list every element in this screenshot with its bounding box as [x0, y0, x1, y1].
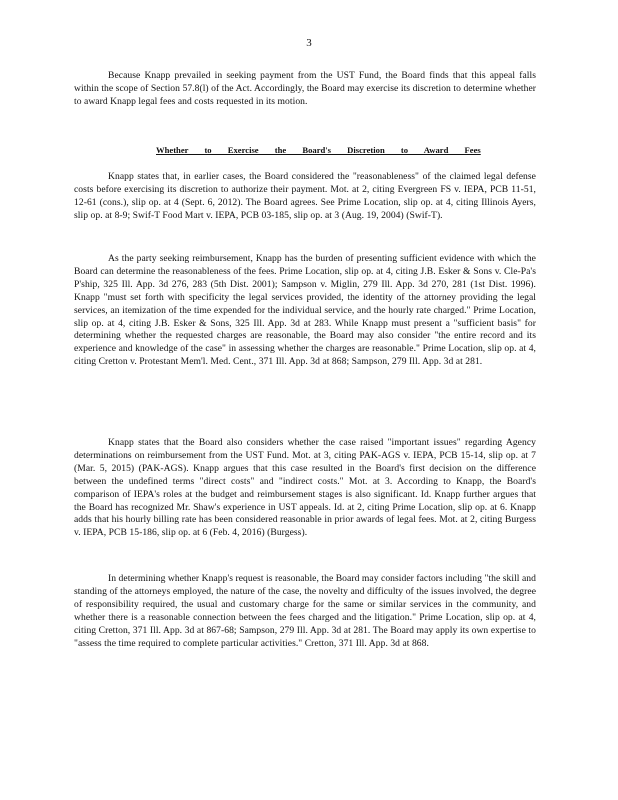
paragraph-important-issues: Knapp states that the Board also considers whether the case raised "important issues" regarding Agency determinations on reimbursement from the UST Fund. Mot. at 3, citing PAK-AGS v. IEPA, PCB 15-14, slip op. at 7 (Mar. 5, 2015) (PAK-AGS). Knapp argues that this case resulted in the Board's first decision on the difference between the undefined terms "direct costs" and "indirect costs." Mot. at 3. According to Knapp, the Board's comparison of IEPA's roles at the budget and reimbursement stages is also significant. Id. Knapp further argues that the Board has recognized Mr. Shaw's experience in UST appeals. Id. at 2, citing Prime Location, slip op. at 6. Knapp adds that his hourly billing rate has been considered reasonable in prior awards of legal fees. Mot. at 2, citing Burgess v. IEPA, PCB 15-186, slip op. at 6 (Feb. 4, 2016) (Burgess). [74, 437, 536, 539]
paragraph-reasonableness: Knapp states that, in earlier cases, the Board considered the "reasonableness" of the claimed legal defense costs before exercising its discretion to authorize their payment. Mot. at 2, citing Evergreen FS v. IEPA, PCB 11-51, 12-61 (cons.), slip op. at 4 (Sept. 6, 2012). The Board agrees. See Prime Location, slip op. at 4, citing Illinois Ayers, slip op. at 8-9; Swif-T Food Mart v. IEPA, PCB 03-185, slip op. at 3 (Aug. 19, 2004) (Swif-T). [74, 171, 536, 221]
paragraph-scope: Because Knapp prevailed in seeking payment from the UST Fund, the Board finds that this appeal falls within the scope of Section 57.8(l) of the Act. Accordingly, the Board may exercise its discretion to determine whether to award Knapp legal fees and costs requested in its motion. [74, 70, 536, 107]
section-heading: Whether to Exercise the Board's Discretion to Award Fees [156, 145, 481, 155]
paragraph-burden-of-proof: As the party seeking reimbursement, Knapp has the burden of presenting sufficient evidence with which the Board can determine the reasonableness of the fees. Prime Location, slip op. at 4, citing J.B. Esker & Sons v. Cle-Pa's P'ship, 325 Ill. App. 3d 276, 283 (5th Dist. 2001); Sampson v. Miglin, 279 Ill. App. 3d 270, 281 (1st Dist. 1996). Knapp "must set forth with specificity the legal services provided, the identity of the attorney providing the legal services, an itemization of the time expended for the individual service, and the hourly rate charged." Prime Location, slip op. at 4, citing J.B. Esker & Sons, 325 Ill. App. 3d at 283. While Knapp must present a "sufficient basis" for determining whether the requested charges are reasonable, the Board may also consider "the entire record and its experience and knowledge of the case" in assessing whether the charges are reasonable." Prime Location, slip op. at 4, citing Cretton v. Protestant Mem'l. Med. Cent., 371 Ill. App. 3d at 868; Sampson, 279 Ill. App. 3d at 281. [74, 253, 536, 368]
paragraph-factors: In determining whether Knapp's request is reasonable, the Board may consider factors including "the skill and standing of the attorneys employed, the nature of the case, the novelty and difficulty of the issues involved, the degree of responsibility required, the usual and customary charge for the same or similar services in the community, and whether there is a reasonable connection between the fees charged and the litigation." Prime Location, slip op. at 4, citing Cretton, 371 Ill. App. 3d at 867-68; Sampson, 279 Ill. App. 3d at 281. The Board may apply its own expertise to "assess the time required to complete particular activities." Cretton, 371 Ill. App. 3d at 868. [74, 573, 536, 649]
page-number: 3 [306, 37, 312, 49]
